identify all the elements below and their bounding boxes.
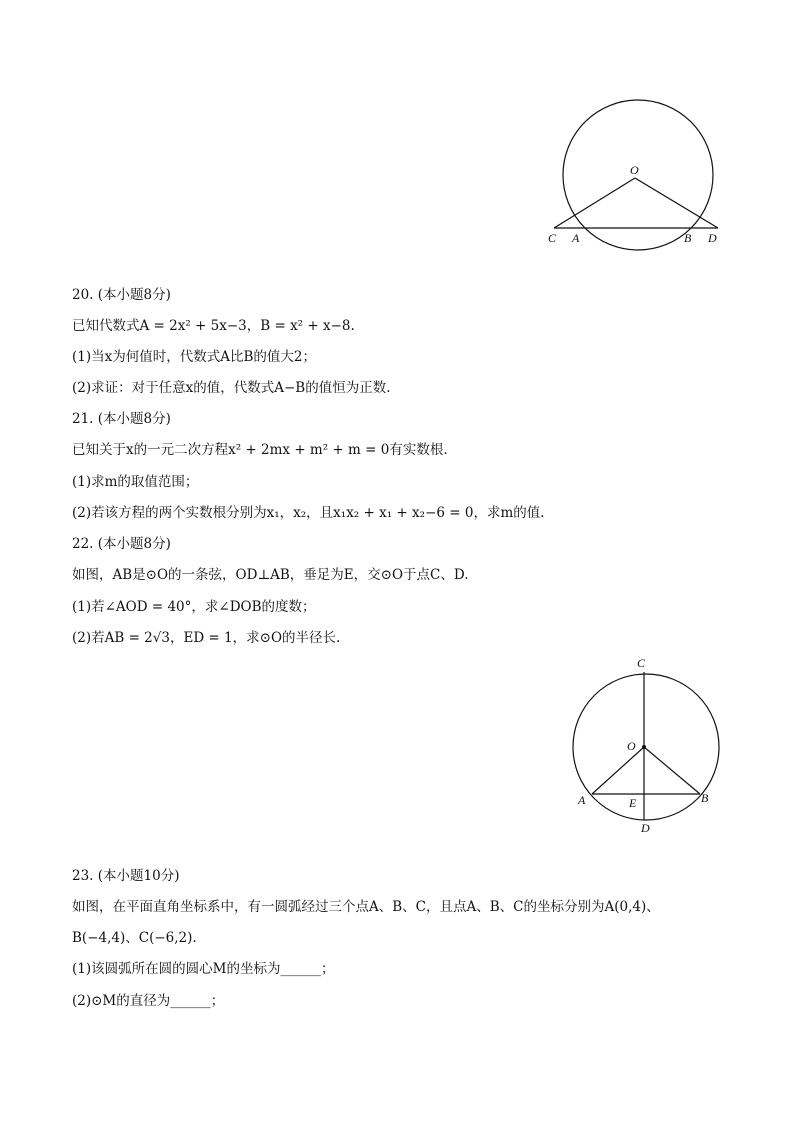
q20-stem: 已知代数式A = 2x² + 5x−3，B = x² + x−8. xyxy=(72,318,355,334)
label-c: C xyxy=(548,231,557,245)
q22-stem: 如图，AB是⊙O的一条弦，OD⊥AB，垂足为E，交⊙O于点C、D. xyxy=(72,567,469,583)
q21-part2: (2)若该方程的两个实数根分别为x₁，x₂，且x₁x₂ + x₁ + x₂−6 = 0，求m的值. xyxy=(72,505,545,521)
q23-stem-line2: B(−4,4)、C(−6,2). xyxy=(72,930,197,946)
label-d: D xyxy=(708,231,717,245)
q23-stem-line1: 如图，在平面直角坐标系中，有一圆弧经过三个点A、B、C，且点A、B、C的坐标分别为A(0,4)、 xyxy=(72,899,660,915)
label-a: A xyxy=(572,231,580,245)
center-point-o xyxy=(642,745,646,749)
segment-oc xyxy=(554,178,635,228)
segment-ob xyxy=(644,747,700,794)
label-b: B xyxy=(684,231,692,245)
q20-header: 20. (本小题8分) xyxy=(72,287,171,303)
label-b: B xyxy=(701,791,709,805)
label-c: C xyxy=(637,656,646,670)
q22-part1: (1)若∠AOD = 40°，求∠DOB的度数； xyxy=(72,599,316,615)
q21-stem: 已知关于x的一元二次方程x² + 2mx + m² + m = 0有实数根. xyxy=(72,442,448,458)
label-e: E xyxy=(629,796,637,810)
q22-header: 22. (本小题8分) xyxy=(72,536,171,552)
label-o: O xyxy=(627,739,636,753)
figure-circle-secant xyxy=(540,98,730,254)
q20-part1: (1)当x为何值时，代数式A比B的值大2； xyxy=(72,349,316,365)
figure-circle-chord xyxy=(564,652,730,842)
q21-header: 21. (本小题8分) xyxy=(72,411,171,427)
q21-part1: (1)求m的取值范围； xyxy=(72,474,199,490)
q23-part2: (2)⊙M的直径为______； xyxy=(72,993,225,1009)
label-a: A xyxy=(578,793,586,807)
label-d: D xyxy=(641,821,650,835)
q23-part1: (1)该圆弧所在圆的圆心M的坐标为______； xyxy=(72,961,335,977)
segment-oa xyxy=(592,747,644,794)
label-o: O xyxy=(630,163,639,177)
q20-part2: (2)求证：对于任意x的值，代数式A−B的值恒为正数. xyxy=(72,380,391,396)
segment-od xyxy=(635,178,718,228)
q22-part2: (2)若AB = 2√3，ED = 1，求⊙O的半径长. xyxy=(72,630,341,646)
q23-header: 23. (本小题10分) xyxy=(72,868,180,884)
